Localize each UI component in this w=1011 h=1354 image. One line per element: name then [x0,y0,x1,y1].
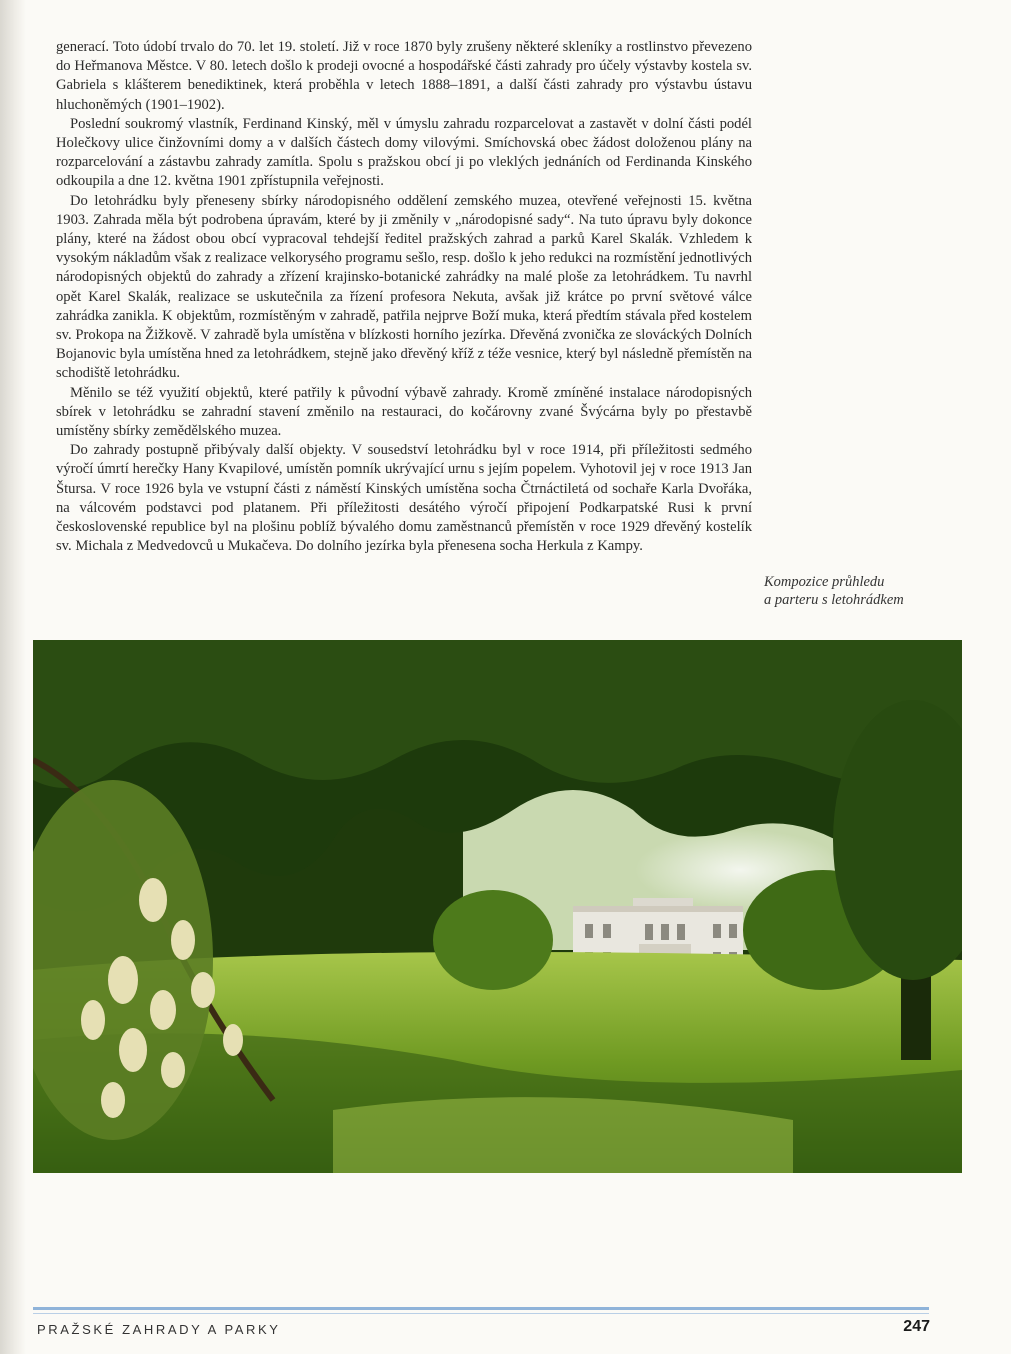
paragraph-4: Měnilo se též využití objektů, které patřily k původní výbavě zahrady. Kromě zmíněné instalace národopisných sbírek v letohrádku se zahradní stavení změnilo na restauraci, do kočárovny zvané Švýcárna byly po přestavbě umístěny sbírky zemědělského muzea. [56,384,752,440]
book-spine-shadow [0,0,26,1354]
footer-rule [33,1307,929,1310]
garden-photo-illustration [33,640,962,1173]
running-footer-title: PRAŽSKÉ ZAHRADY A PARKY [37,1322,281,1337]
photo-caption [764,573,964,609]
distant-tree-left [433,890,553,990]
page-number: 247 [903,1318,930,1335]
footer-rule-thin [33,1313,929,1314]
caption-line-1: Kompozice průhledu [764,574,885,590]
garden-photo [33,640,962,1173]
caption-line-2: a parteru s letohrádkem [764,592,904,608]
paragraph-2: Poslední soukromý vlastník, Ferdinand Kinský, měl v úmyslu zahradu rozparcelovat a zastavět v dolní části podél Holečkovy ulice činžovními domy a v dalších částech domy vilovými. Smíchovská obec žádost doloženou plány na rozparcelování a zástavbu zahrady zamítla. Spolu s pražskou obcí ji po vleklých jednáních od Ferdinanda Kinského odkoupila a dne 12. května 1901 zpřístupnila veřejnosti. [56,115,752,190]
paragraph-3: Do letohrádku byly přeneseny sbírky národopisného oddělení zemského muzea, otevřené veřejnosti 15. května 1903. Zahrada měla být podrobena úpravám, které by ji změnily v „národopisné sady“. Na tuto úpravu byly dokonce plány, které na žádost obou obcí vypracoval tehdejší ředitel pražských zahrad a parků Karel Skalák. Vzhledem k vysokým nákladům však z realizace velkorysého programu sešlo, resp. došlo k jeho redukci na rozmístění jednotlivých národopisných objektů do zahrady a zřízení krajinsko-botanické zahrádky na malé ploše za letohrádkem. Tu navrhl opět Karel Skalák, realizace se uskutečnila za řízení profesora Nekuta, avšak již krátce po první světové válce zahrádka zanikla. K objektům, rozmístěným v zahradě, patřila nejprve Boží muka, která předtím stávala před kostelem sv. Prokopa na Žižkově. V zahradě byla umístěna v blízkosti horního jezírka. Dřevěná zvonička ze slováckých Dolních Bojanovic byla umístěna hned za letohrádkem, stejně jako dřevěný kříž z téže vesnice, který byl následně přemístěn na schodiště letohrádku. [56,192,752,382]
paragraph-5: Do zahrady postupně přibývaly další objekty. V sousedství letohrádku byl v roce 1914, při příležitosti sedmého výročí úmrtí herečky Hany Kvapilové, umístěn pomník ukrývající urnu s jejím popelem. Vyhotovil jej v roce 1913 Jan Štursa. V roce 1926 byla ve vstupní části z náměstí Kinských umístěna socha Čtrnáctiletá od sochaře Karla Dvořáka, na válcovém podstavci pod platanem. Při příležitosti desátého výročí připojení Podkarpatské Rusi k první československé republice byl na plošinu poblíž bývalého domu zaměstnanců přemístěn v roce 1929 dřevěný kostelík sv. Michala z Medvedovců u Mukačeva. Do dolního jezírka byla přenesena socha Herkula z Kampy. [56,442,752,555]
paragraph-1: generací. Toto údobí trvalo do 70. let 19. století. Již v roce 1870 byly zrušeny některé skleníky a rostlinstvo převezeno do Heřmanova Městce. V 80. letech došlo k prodeji ovocné a hospodářské části zahrady pro účely výstavby kostela sv. Gabriela s klášterem benediktinek, která proběhla v letech 1888–1891, a další části zahrady pro výstavbu ústavu hluchoněmých (1901–1902). [56,39,752,113]
article-text [56,38,752,556]
